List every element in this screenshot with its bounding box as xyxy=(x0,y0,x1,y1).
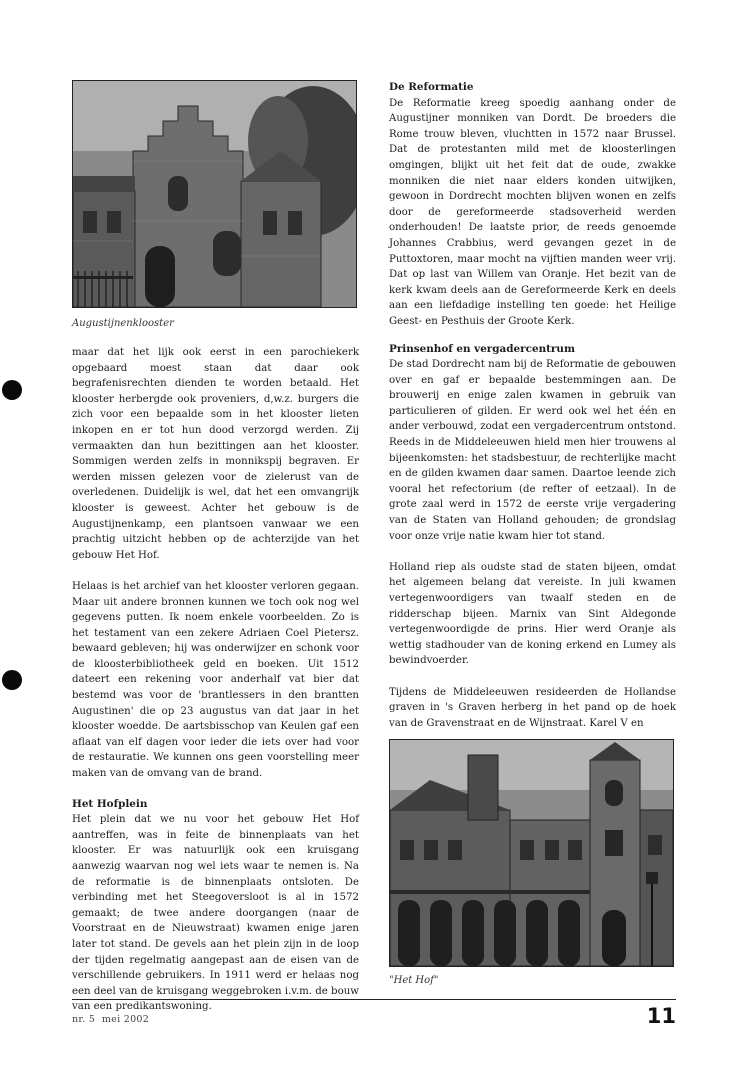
photo-caption: Augustijnenklooster xyxy=(72,318,174,329)
paragraph: Tijdens de Middeleeuwen resideerden de Hollandse graven in 's Graven herberg in het pand op de hoek van de Gravenstraat en de Wijnstraat. Karel V en xyxy=(389,686,676,729)
section-heading-hofplein: Het Hofplein xyxy=(72,797,148,810)
section-heading-reformatie: De Reformatie xyxy=(389,81,474,93)
paragraph: Holland riep als oudste stad de staten bijeen, omdat het algemeen belang dat vereiste. In juli kwamen vertegenwoordigers van twaalf steden en de ridderschap bijeen. Marnix van Sint Aldegonde vertegenwoordigde de prins. Hier werd Oranje als wettig stadhouder van de koning erkend en Lumey als bewindvoerder. xyxy=(389,561,676,667)
photo-caption: "Het Hof" xyxy=(389,975,439,987)
footer-rule xyxy=(72,999,676,1000)
cloister-drawing xyxy=(73,81,356,307)
augustijnenklooster-photo xyxy=(72,80,357,308)
page-number: 11 xyxy=(646,1004,676,1028)
het-hof-drawing xyxy=(390,740,673,966)
section-heading-prinsenhof: Prinsenhof en vergadercentrum xyxy=(389,342,575,355)
paragraph: Helaas is het archief van het klooster verloren gegaan. Maar uit andere bronnen kunnen we toch ook nog wel gegevens putten. Ik noem enkele voorbeelden. Zo is het testament van een zekere Adriaen Coel Pietersz. bewaard gebleven; hij was onderwijzer en schonk voor de kloosterbibliotheek geld en boeken. Uit 1512 dateert een rekening voor anderhalf vat bier dat bestemd was voor de 'brantlessers in den brantten Augustinen' die op 23 augustus van dat jaar in het klooster woedde. De aartsbisschop van Keulen gaf een aflaat van elf dagen voor ieder die iets over had voor de restauratie. We kunnen ons geen voorstelling meer maken van de omvang van de brand. xyxy=(72,580,359,780)
right-column xyxy=(389,80,676,1002)
binder-hole xyxy=(2,670,22,690)
binder-hole xyxy=(2,380,22,400)
het-hof-photo xyxy=(389,739,674,967)
paragraph: De Reformatie kreeg spoedig aanhang onder de Augustijner monniken van Dordt. De broeders die Rome trouw bleven, vluchtten in 1572 naar Brussel. Dat de protestanten mild met de kloosterlingen omgingen, blijkt uit het feit dat de oude, zwakke monniken die niet naar elders konden uitwijken, gewoon in Dordrecht mochten blijven wonen en zelfs door de gereformeerde stadsoverheid werden onderhouden! De laatste prior, de reeds genoemde Johannes Crabbius, werd gevangen gezet in de Puttoxtoren, maar mocht na vijftien manden weer vrij. Dat op last van Willem van Oranje. Het bezit van de kerk kwam deels aan de Gereformeerde Kerk en deels aan een liefdadige instelling ten goede: het Heilige Geest- en Pesthuis der Groote Kerk. xyxy=(389,97,676,327)
paragraph: Het plein dat we nu voor het gebouw Het Hof aantreffen, was in feite de binnenplaats van het klooster. Er was natuurlijk ook een kruisgang aanwezig waarvan nog wel iets waar te nemen is. Na de reformatie is de binnenplaats ontsloten. De verbinding met het Steegoversloot is al in 1572 gemaakt; de twee andere doorgangen (naar de Voorstraat en de Nieuwstraat) kwamen enige jaren later tot stand. De gevels aan het plein zijn in de loop der tijden regelmatig aangepast aan de eisen van de verschillende gebruikers. In 1911 werd er helaas nog een deel van de kruisgang weggebroken i.v.m. de bouw van een predikantswoning. xyxy=(72,814,359,1013)
footer-issue: nr. 5 mei 2002 xyxy=(72,1014,150,1025)
left-column xyxy=(72,80,359,1015)
paragraph: maar dat het lijk ook eerst in een parochiekerk opgebaard moest staan dat daar ook begrafenisrechten dienden te worden betaald. Het klooster herbergde ook proveniers, d,w.z. burgers die zich voor een bepaalde som in het klooster lieten inkopen en er tot hun dood verzorgd werden. Zij vermaakten dan hun bezittingen aan het klooster. Sommigen werden zelfs in monnikspij begraven. Er werden missen gelezen voor de zielerust van de overledenen. Duidelijk is wel, dat het een omvangrijk klooster is geweest. Achter het gebouw is de Augustijnenkamp, een plantsoen vanwaar we een prachtig uitzicht hebben op de achterzijde van het gebouw Het Hof. xyxy=(72,347,359,561)
paragraph: De stad Dordrecht nam bij de Reformatie de gebouwen over en gaf er bepaalde bestemmingen aan. De brouwerij en enige zalen kwamen in gebruik van particulieren of gilden. Er werd ook wel het één en ander verbouwd, zodat een vergadercentrum ontstond. Reeds in de Middeleeuwen hield men hier trouwens al bijeenkomsten: het stadsbestuur, de rechterlijke macht en de gilden kwamen daar samen. Daartoe leende zich vooral het refectorium (de refter of eetzaal). In de grote zaal werd in 1572 de eerste vrije vergadering van de Staten van Holland gehouden; de grondslag voor onze vrije natie kwam hier tot stand. xyxy=(389,359,676,542)
